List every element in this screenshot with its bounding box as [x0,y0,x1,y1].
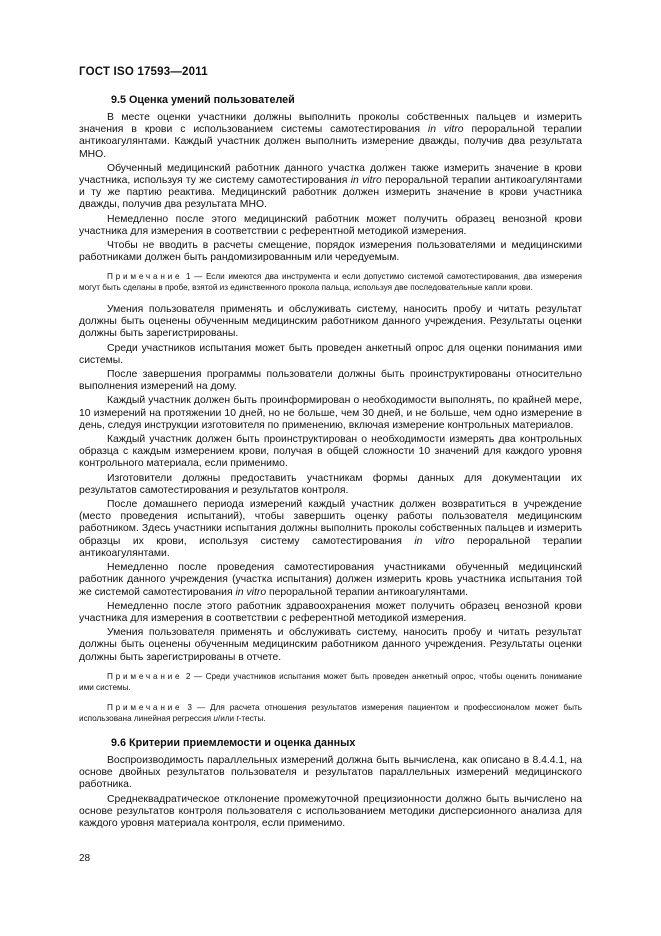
note-label: Примечание [107,671,183,681]
italic-term: in vitro [350,175,382,187]
paragraph: После завершения программы пользователи должны быть проинструктированы относительно выполнения измерений на дому. [79,369,582,393]
text: пероральной терапии антикоагулянтами и ту же партию реактива. Медицинский работник должен измерить значение в крови участника дважды, получив два результата МНО. [79,175,582,211]
note-text: 1 — Если имеются два инструмента и если допустимо системой самотестирования, два измерения могут быть сделаны в пробе, взятой из единственного прокола пальца, используя две последовательные капли крови. [79,272,582,293]
paragraph: Среди участников испытания может быть проведен анкетный опрос для оценки понимания ими системы. [79,342,582,366]
paragraph: Немедленно после этого медицинский работник может получить образец венозной крови участника для измерения в соответствии с референтной методикой измерения. [79,213,582,237]
paragraph: Воспроизводимость параллельных измерений должна быть вычислена, как описано в 8.4.4.1, на основе двойных результатов пользователя и результатов параллельных измерений медицинского работника. [79,754,582,791]
note-text: 3 — Для расчета отношения результатов измерения пациентом и профессионалом может быть использована линейная регрессия [79,703,582,724]
text: Немедленно после проведения самотестирования участниками обученный медицинский работник данного учреждения (участка испытания) должен измерить кровь участника испытания той же системой самотестирования [79,562,582,598]
paragraph: Каждый участник должен быть проинформирован о необходимости выполнять, по крайней мере, 10 измерений на протяжении 10 дней, но не больше, чем 30 дней, и не больше, чем одно измерение в день, следуя инструкции изготовителя по применению, включая измерение контрольных материалов. [79,395,582,431]
page-number: 28 [79,853,91,864]
paragraph: Среднеквадратическое отклонение промежуточной прецизионности должно быть вычислено на основе результатов контроля пользователя с использованием методики дисперсионного анализа для каждого уровня материала контроля, если применимо. [79,793,582,829]
text: пероральной терапии антикоагулянтами. Каждый участник должен выполнить измерение дважды, получив два результата МНО. [79,124,582,160]
note-label: Примечание [107,703,183,713]
paragraph [79,112,582,161]
text: В месте оценки участники должны выполнить проколы собственных пальцев и измерить значения в крови с использованием системы самотестирования [79,112,582,136]
paragraph: Умения пользователя применять и обслуживать систему, наносить пробу и читать результат должны быть оценены обученным медицинским работником данного учреждения. Результаты оценки должны быть зарегистрированы. [79,304,582,340]
note-3 [79,703,582,725]
paragraph [79,562,582,599]
paragraph [79,163,582,212]
text: пероральной терапии антикоагулянтами. [266,586,469,598]
text: пероральной терапии антикоагулянтами. [79,535,582,559]
italic-term: in vitro [427,124,464,136]
section-9-6-title: 9.6 Критерии приемлемости и оценка данных [111,736,356,749]
note-text: /или [217,714,237,724]
paragraph: Умения пользователя применять и обслуживать систему, наносить пробу и читать результат должны быть оценены обученным медицинским работником данного учреждения. Результаты оценки должны быть зарегистрированы в отчете. [79,627,582,663]
italic-term: и [213,714,218,724]
text: После домашнего периода измерений каждый участник должен возвратиться в учреждение (место проведения испытаний), чтобы завершить оценку работы пользователя медицинским работником. Здесь участники испытания должны выполнить проколы собственных пальцев и измерить образцы их крови, используя систему самотестирования [79,499,582,547]
italic-term: t [236,714,239,724]
section-9-5-title: 9.5 Оценка умений пользователей [111,94,295,106]
paragraph: Каждый участник должен быть проинструктирован о необходимости измерять два контрольных образца с каждым измерением крови, получая в общей сложности 10 значений для каждого уровня контрольного материала, если применимо. [79,434,582,470]
note-1 [79,272,582,294]
note-text: -тесты. [238,714,266,724]
paragraph: Изготовители должны предоставить участникам формы данных для документации их результатов самотестирования и результатов контроля. [79,472,582,496]
paragraph: Немедленно после этого работник здравоохранения может получить образец венозной крови участника для измерения в соответствии с референтной методикой измерения. [79,600,582,624]
paragraph: Чтобы не вводить в расчеты смещение, порядок измерения пользователями и медицинскими работниками должен быть рандомизированным или чередуемым. [79,240,582,264]
italic-term: in vitro [414,535,455,547]
document-header: ГОСТ ISO 17593—2011 [79,66,208,78]
document-body [79,94,582,832]
paragraph [79,499,582,560]
note-label: Примечание [107,272,183,282]
italic-term: in vitro [235,586,267,598]
text: Обученный медицинский работник данного участка должен также измерить значение в крови участника, используя ту же систему самотестирования [79,162,582,187]
note-text: 2 — Среди участников испытания может быть проведен анкетный опрос, чтобы оценить понимание ими системы. [79,671,582,692]
note-2 [79,672,582,694]
